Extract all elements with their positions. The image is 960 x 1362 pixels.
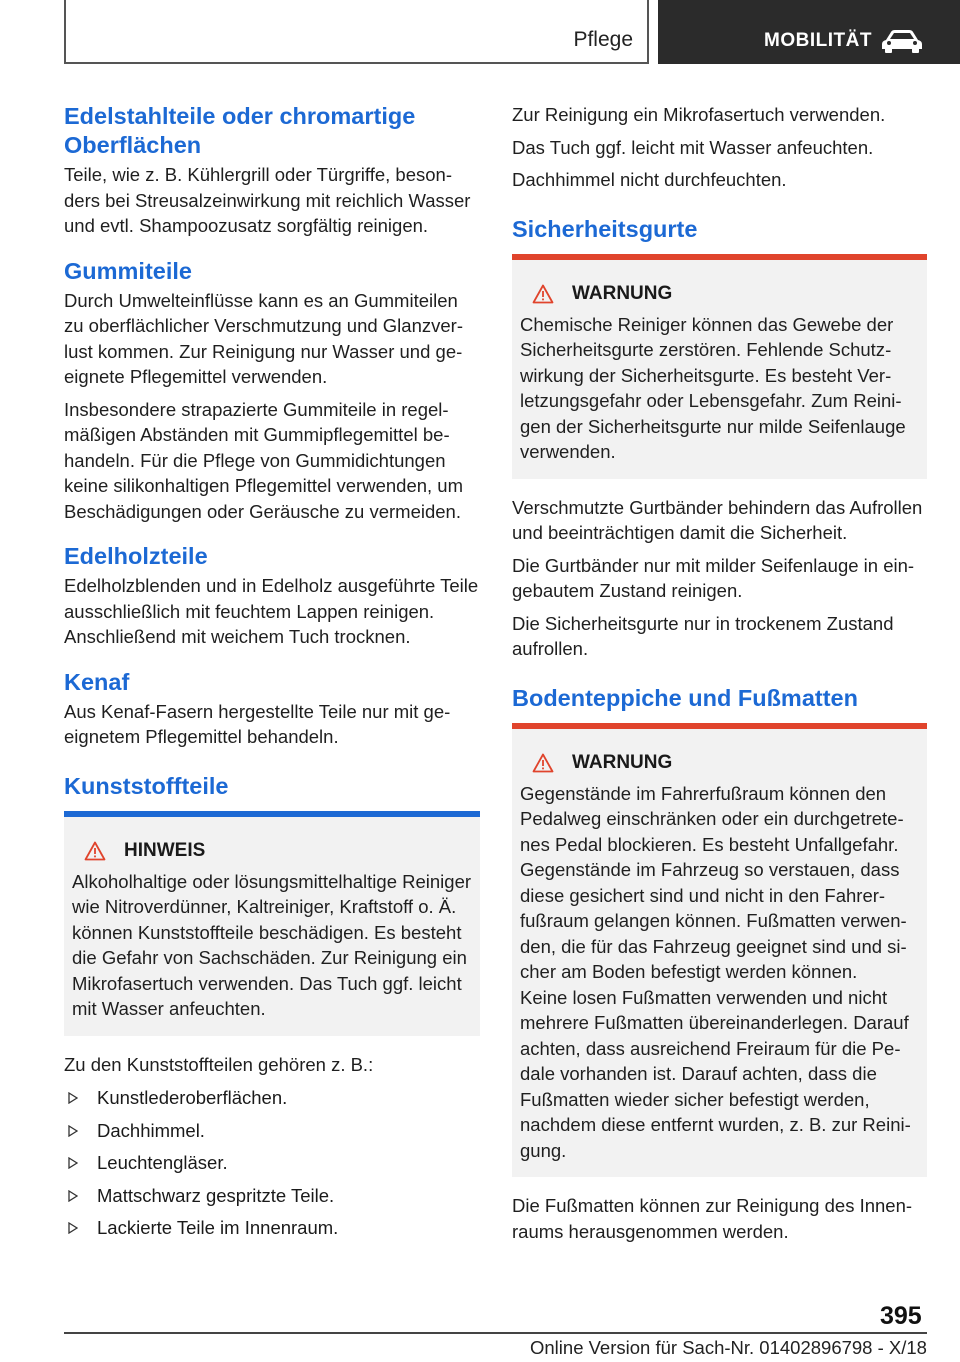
notice-title — [72, 839, 472, 863]
heading-wood: Edelholzteile — [64, 543, 208, 569]
warning-text-floor-mats-1: Gegenstände im Fahrerfußraum können den Pedalweg einschränken oder ein durchgetretenes Pedal blockieren. Es besteht Unfallgefahr. Gegenstände im Fahrzeug so verstauen, dass diese gesichert sind und nicht in den Fahrerfußraum gelangen können. Fußmatten verwenden, die für das Fahrzeug geeignet sind und sicher am Boden befestigt werden können. — [520, 782, 907, 982]
heading-kenaf: Kenaf — [64, 668, 130, 695]
notice-box — [64, 811, 480, 1036]
footer-online-version: Online Version für Sach-Nr. 01402896798 - X/18 — [530, 1337, 927, 1358]
footer-divider — [64, 1332, 927, 1334]
plastic-parts-list — [64, 1085, 480, 1241]
header-chapter-tab[interactable] — [658, 0, 960, 64]
list-item: Lackierte Teile im Innenraum. — [64, 1215, 480, 1241]
header-section-frame — [64, 0, 649, 64]
text-wood: Edelholzblenden und in Edelholz ausgeführte Teile ausschließlich mit feuchtem Lappen reinigen. Anschließend mit weichem Tuch trocknen. — [64, 575, 479, 647]
list-item: Dachhimmel. — [64, 1118, 480, 1144]
list-intro: Zu den Kunststoffteilen gehören z. B.: — [64, 1053, 374, 1075]
section-wood — [64, 542, 480, 650]
text-rubber-1: Durch Umwelteinflüsse kann es an Gummiteilen zu oberflächlicher Verschmutzung und Glanzverlust kommen. Zur Reinigung nur Wasser und geeignete Pflegemittel verwenden. — [64, 289, 463, 387]
heading-plastic: Kunststoffteile — [64, 772, 229, 799]
header-section-title: Pflege — [573, 28, 633, 51]
car-icon — [880, 28, 924, 54]
header-chapter-label: MOBILITÄT — [764, 30, 872, 51]
bullet-triangle-icon — [68, 1222, 78, 1234]
left-column — [64, 102, 480, 1248]
heading-floor-mats: Bodenteppiche und Fußmatten — [512, 684, 858, 711]
notice-text: Alkoholhaltige oder lösungsmittelhaltige Reiniger wie Nitroverdünner, Kaltreiniger, Kraftstoff o. Ä. können Kunststoffteile beschädigen. Es besteht die Gefahr von Sachschäden. Zur Reinigung ein Mikrofasertuch verwenden. Das Tuch ggf. leicht mit Wasser anfeuchten. — [72, 870, 472, 1019]
warning-triangle-icon — [532, 284, 554, 304]
text-seatbelts-1: Verschmutzte Gurtbänder behindern das Aufrollen und beeinträchtigen damit die Sicherheit. — [512, 496, 923, 543]
page-number: 395 — [880, 1302, 922, 1330]
list-item: Kunstlederoberflächen. — [64, 1085, 480, 1111]
text-moisten: Das Tuch ggf. leicht mit Wasser anfeuchten. — [512, 136, 874, 158]
text-floor-mats: Die Fußmatten können zur Reinigung des Innenraums herausgenommen werden. — [512, 1195, 913, 1242]
warning-title-text: WARNUNG — [572, 751, 673, 773]
warning-text-floor-mats-2: Keine losen Fußmatten verwenden und nicht mehrere Fußmatten übereinanderlegen. Darauf achten, dass ausreichend Freiraum für die Pedale vorhanden ist. Darauf achten, dass die Fußmatten wieder sicher befestigt werden, nachdem diese entfernt wurden, z. B. zur Reinigung. — [520, 986, 911, 1161]
text-stainless: Teile, wie z. B. Kühlergrill oder Türgriffe, besonders bei Streusalzeinwirkung mit reichlich Wasser und evtl. Shampoozusatz sorgfältig reinigen. — [64, 164, 471, 236]
section-floor-mats — [512, 684, 927, 713]
text-headliner: Dachhimmel nicht durchfeuchten. — [512, 169, 787, 190]
warning-title — [520, 282, 919, 306]
bullet-triangle-icon — [68, 1157, 78, 1169]
section-seatbelts — [512, 215, 927, 244]
right-column — [512, 102, 927, 1244]
heading-seatbelts: Sicherheitsgurte — [512, 215, 698, 242]
list-item: Mattschwarz gespritzte Teile. — [64, 1183, 480, 1209]
warning-text-seatbelts: Chemische Reiniger können das Gewebe der Sicherheitsgurte zerstören. Fehlende Schutzwirkung der Sicherheitsgurte. Es besteht Verletzungsgefahr oder Lebensgefahr. Zum Reinigen der Sicherheitsgurte nur milde Seifenlauge verwenden. — [520, 313, 906, 462]
notice-title-text: HINWEIS — [124, 839, 206, 861]
list-item: Leuchtengläser. — [64, 1150, 480, 1176]
bullet-triangle-icon — [68, 1092, 78, 1104]
warning-triangle-icon — [84, 841, 106, 861]
heading-rubber: Gummiteile — [64, 257, 192, 284]
section-kenaf — [64, 668, 480, 750]
text-seatbelts-2: Die Gurtbänder nur mit milder Seifenlauge in eingebautem Zustand reinigen. — [512, 554, 915, 601]
warning-box-seatbelts — [512, 254, 927, 479]
bullet-triangle-icon — [68, 1190, 78, 1202]
heading-stainless: Edelstahlteile oder chromartige Oberflächen — [64, 103, 416, 158]
warning-title-text: WARNUNG — [572, 282, 673, 304]
section-plastic — [64, 772, 480, 801]
section-stainless — [64, 102, 480, 239]
text-seatbelts-3: Die Sicherheitsgurte nur in trockenem Zustand aufrollen. — [512, 612, 894, 659]
text-rubber-2: Insbesondere strapazierte Gummiteile in regelmäßigen Abständen mit Gummipflegemittel behandeln. Für die Pflege von Gummidichtungen keine silikonhaltigen Pflegemittel verwenden, um Beschädigungen oder Geräusche zu vermeiden. — [64, 398, 463, 522]
warning-triangle-icon — [532, 753, 554, 773]
text-kenaf: Aus Kenaf-Fasern hergestellte Teile nur mit geeignetem Pflegemittel behandeln. — [64, 700, 451, 747]
warning-box-floor-mats — [512, 723, 927, 1178]
bullet-triangle-icon — [68, 1125, 78, 1137]
warning-title — [520, 751, 919, 775]
section-rubber — [64, 257, 480, 525]
text-microfiber: Zur Reinigung ein Mikrofasertuch verwenden. — [512, 104, 886, 125]
